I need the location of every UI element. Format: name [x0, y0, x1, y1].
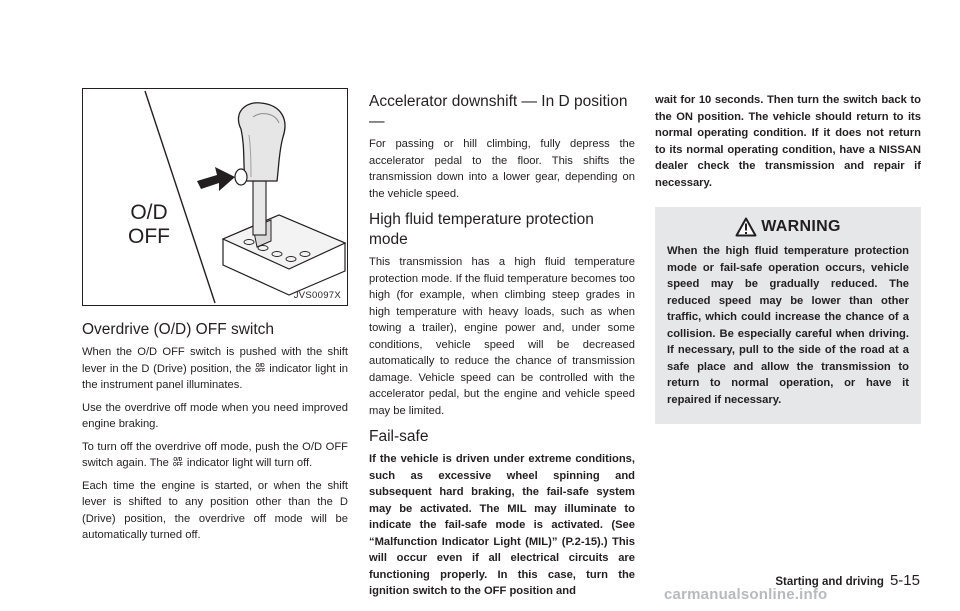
paragraph-od-off-1	[82, 344, 348, 394]
paragraph-od-off-2: Use the overdrive off mode when you need improved engine braking.	[82, 401, 348, 430]
od-icon-line-2: OFF	[172, 462, 183, 469]
paragraph-text: indicator light will turn off.	[186, 457, 313, 469]
shift-lever-figure	[82, 88, 348, 306]
od-icon-line-1: O/D	[255, 362, 265, 369]
paragraph-accelerator-downshift: For passing or hill climbing, fully depress the accelerator pedal to the floor. This shifts the transmission down into a lower gear, depending on the vehicle speed.	[369, 138, 635, 200]
section-heading-overdrive: Overdrive (O/D) OFF switch	[82, 321, 275, 338]
paragraph-text: To turn off the overdrive off mode, push the O/D OFF switch again. The	[82, 440, 348, 469]
warning-title: WARNING	[761, 218, 841, 235]
paragraph-text: indicator light in the instrument panel illuminates.	[82, 362, 348, 391]
shift-lever-illustration	[83, 89, 347, 305]
od-icon-line-1: O/D	[173, 457, 183, 464]
paragraph-text: When the O/D OFF switch is pushed with the shift lever in the D (Drive) position, the	[82, 346, 348, 375]
warning-triangle-icon	[735, 217, 757, 237]
figure-callout	[109, 201, 189, 249]
callout-line-1: O/D	[130, 201, 168, 224]
paragraph-fail-safe-continued: wait for 10 seconds. Then turn the switch back to the ON position. The vehicle should return to its normal operating condition. If it does not return to its normal operating condition, have a NISSAN dealer check the transmission and repair if necessary.	[655, 94, 921, 189]
section-heading-fail-safe: Fail-safe	[369, 428, 429, 445]
left-column	[82, 88, 348, 544]
warning-header	[667, 217, 909, 237]
od-icon-line-2: OFF	[255, 367, 266, 374]
figure-code: JVS0097X	[293, 290, 341, 301]
warning-box	[655, 207, 921, 424]
section-heading-high-fluid-temp: High fluid temperature protection mode	[369, 211, 594, 248]
page-number: 5-15	[889, 572, 920, 589]
middle-column	[369, 92, 635, 600]
paragraph-fail-safe: If the vehicle is driven under extreme conditions, such as excessive wheel spinning and subsequent hard braking, the fail-safe system may be activated. The MIL may illuminate to indicate the fail-safe mode is activated. (See “Malfunction Indicator Light (MIL)” (P.2-15).) This will occur even if all electrical circuits are functioning properly. In this case, turn the ignition switch to the OFF position and	[369, 453, 635, 597]
callout-line-2: OFF	[128, 225, 170, 248]
od-off-indicator-icon	[173, 458, 183, 468]
paragraph-od-off-3	[82, 439, 348, 472]
od-off-indicator-icon	[255, 364, 265, 374]
section-heading-accelerator-downshift: Accelerator downshift — In D position —	[369, 93, 628, 130]
warning-text: When the high fluid temperature protection mode or fail-safe operation occurs, vehicle speed may be gradually reduced. The reduced speed may be lower than other traffic, which could increase the chance of a collision. Be especially careful when driving. If necessary, pull to the side of the road at a safe place and allow the transmission to return to normal operation, or have it repaired if necessary.	[667, 245, 909, 406]
watermark: carmanualsonline.info	[664, 586, 828, 603]
paragraph-high-fluid-temp: This transmission has a high fluid temperature protection mode. If the fluid temperature becomes too high (for example, when climbing steep grades in high temperature with heavy loads, such as when towing a trailer), engine power and, under some conditions, vehicle speed will be decreased automatically to reduce the chance of transmission damage. Vehicle speed can be controlled with the accelerator pedal, but the engine and vehicle speed may be limited.	[369, 256, 635, 417]
right-column	[655, 92, 921, 424]
paragraph-od-off-4: Each time the engine is started, or when the shift lever is shifted to any position other than the D (Drive) position, the overdrive off mode will be automatically turned off.	[82, 479, 348, 541]
footer-section-title: Starting and driving	[775, 576, 884, 588]
